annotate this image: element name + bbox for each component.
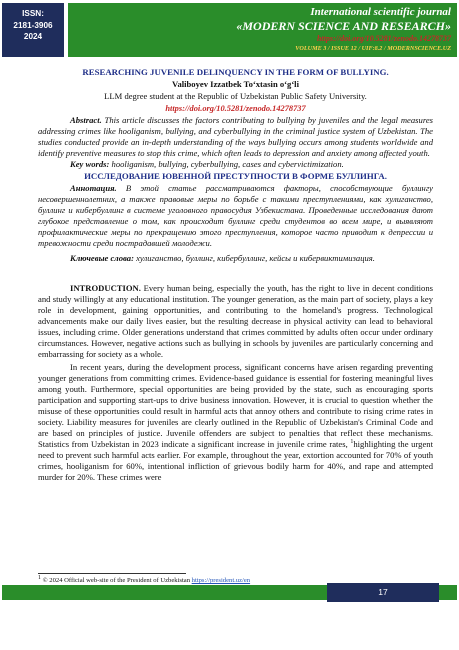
article-title-en: RESEARCHING JUVENILE DELINQUENCY IN THE FORM OF BULLYING.: [82, 67, 389, 77]
abstract-en: [38, 115, 433, 159]
page-number: 17: [327, 583, 439, 602]
article-body: [38, 67, 433, 483]
issn-number: 2181-3906: [13, 20, 53, 30]
annotation-text: В этой статье рассматриваются факторы, способствующие буллингу несовершеннолетних, а также правовые меры по борьбе с такими преступлениями, как хулиганство, буллинг и кибербуллинг в системе уголовного правосудия Узбекистана. Проведенные исследования дают глубокое представление о том, как происходит буллинг среди студентов во всем мире, и выявляют профилактические меры по прекращению этого преступления, которое часто приводит к депрессии и тревожности среди пострадавшей молодежи.: [38, 183, 433, 248]
keywords-text: hooliganism, bullying, cyberbullying, cases and cybervictimization.: [109, 159, 344, 169]
footnote-number: 1: [38, 574, 41, 581]
journal-header: [68, 3, 457, 57]
author-name: Valiboyev Izzatbek To‘xtasin o‘g‘li: [172, 79, 299, 89]
footnote-divider: [38, 573, 186, 574]
keywords-en: [38, 159, 433, 170]
keywords-label: Key words:: [70, 159, 110, 169]
para2-text-b: highlighting the urgent need to prevent such harmful acts earlier. For example, throughout the year, extortion accounted for 70% of youth crimes, hooliganism for 60%, intentional infliction of grievous bodily harm for 40%, and rape and attempted murder for 20%. These crimes were: [38, 439, 433, 482]
footnote-text: © 2024 Official web-site of the President of Uzbekistan: [41, 577, 192, 584]
issn-badge: [2, 3, 64, 57]
issn-label: ISSN:: [22, 9, 44, 18]
article-doi-link[interactable]: https://doi.org/10.5281/zenodo.14278737: [165, 104, 306, 113]
abstract-text: This article discusses the factors contributing to bullying by juveniles and the legal measures addressing crimes like hooliganism, bullying, and cyberbullying in the criminal justice system of Uzbekistan. The studies conducted provide an in-depth understanding of the ways bullying occurs among students worldwide and identify preventive measures to stop this crime, which often leads to depression and anxiety among affected youth.: [38, 115, 433, 158]
abstract-ru: [38, 183, 433, 249]
footnote-reference[interactable]: 1: [350, 439, 354, 446]
abstract-label: Abstract.: [70, 115, 102, 125]
para2-text-a: In recent years, during the development process, significant concerns have arisen regarding preventing younger generations from committing crimes. Evidence-based guidance is essential for fostering meaningful lives among youth. Furthermore, special opportunities are being provided by the state, such as encouraging sports participation and supporting start-ups to drive business innovation. However, it is crucial to question whether the misuse of these opportunities could result in harmful acts that annoy others and contribute to rising crime rates in society. Liability measures for juveniles are clearly outlined in the Republic of Uzbekistan's Criminal Code and are based on principles of justice. Juvenile offenders are subject to penalties that reflect these mechanisms. Statistics from Uzbekistan in 2023 indicate a significant increase in juvenile crime rates,: [38, 362, 433, 449]
journal-title: «MODERN SCIENCE AND RESEARCH»: [236, 19, 451, 33]
issn-year: 2024: [23, 32, 43, 41]
keywords-ru: [38, 253, 433, 264]
keywords-ru-text: хулиганство, буллинг, кибербуллинг, кейсы и кибервиктимизация.: [133, 253, 375, 263]
journal-volume: VOLUME 3 / ISSUE 12 / UIF:8.2 / MODERNSCIENCE.UZ: [295, 45, 451, 52]
article-title-ru: ИССЛЕДОВАНИЕ ЮВЕННОЙ ПРЕСТУПНОСТИ В ФОРМЕ БУЛЛИНГА.: [84, 171, 387, 181]
intro-text: Every human being, especially the youth, has the right to live in decent conditions and study willingly at any educational institution. The younger generation, as the main part of society, plays a key role in development, gaining opportunities, and contributing to the homeland's progress. Technological advancements make our daily lives easier, but the resulting decrease in physical activity can lead to behavioral issues, including crime. Older generations understand that crimes committed by adults often occur under ordinary circumstances. However, negative actions such as bullying in schools by juveniles are particularly concerning and embarrassing for society as a whole.: [38, 283, 433, 359]
author-affiliation: LLM degree student at the Republic of Uzbekistan Public Safety University.: [104, 91, 367, 101]
intro-label: INTRODUCTION.: [70, 283, 141, 293]
body-paragraph: [38, 362, 433, 483]
introduction-paragraph: [38, 283, 433, 360]
annotation-label: Аннотация.: [70, 183, 117, 193]
footnote-link[interactable]: https://president.uz/en: [191, 577, 251, 584]
keywords-ru-label: Ключевые слова:: [70, 253, 134, 263]
journal-doi-link[interactable]: https://doi.org/10.5281/zenodo.14278737: [316, 34, 451, 43]
journal-subtitle: International scientific journal: [310, 6, 451, 18]
